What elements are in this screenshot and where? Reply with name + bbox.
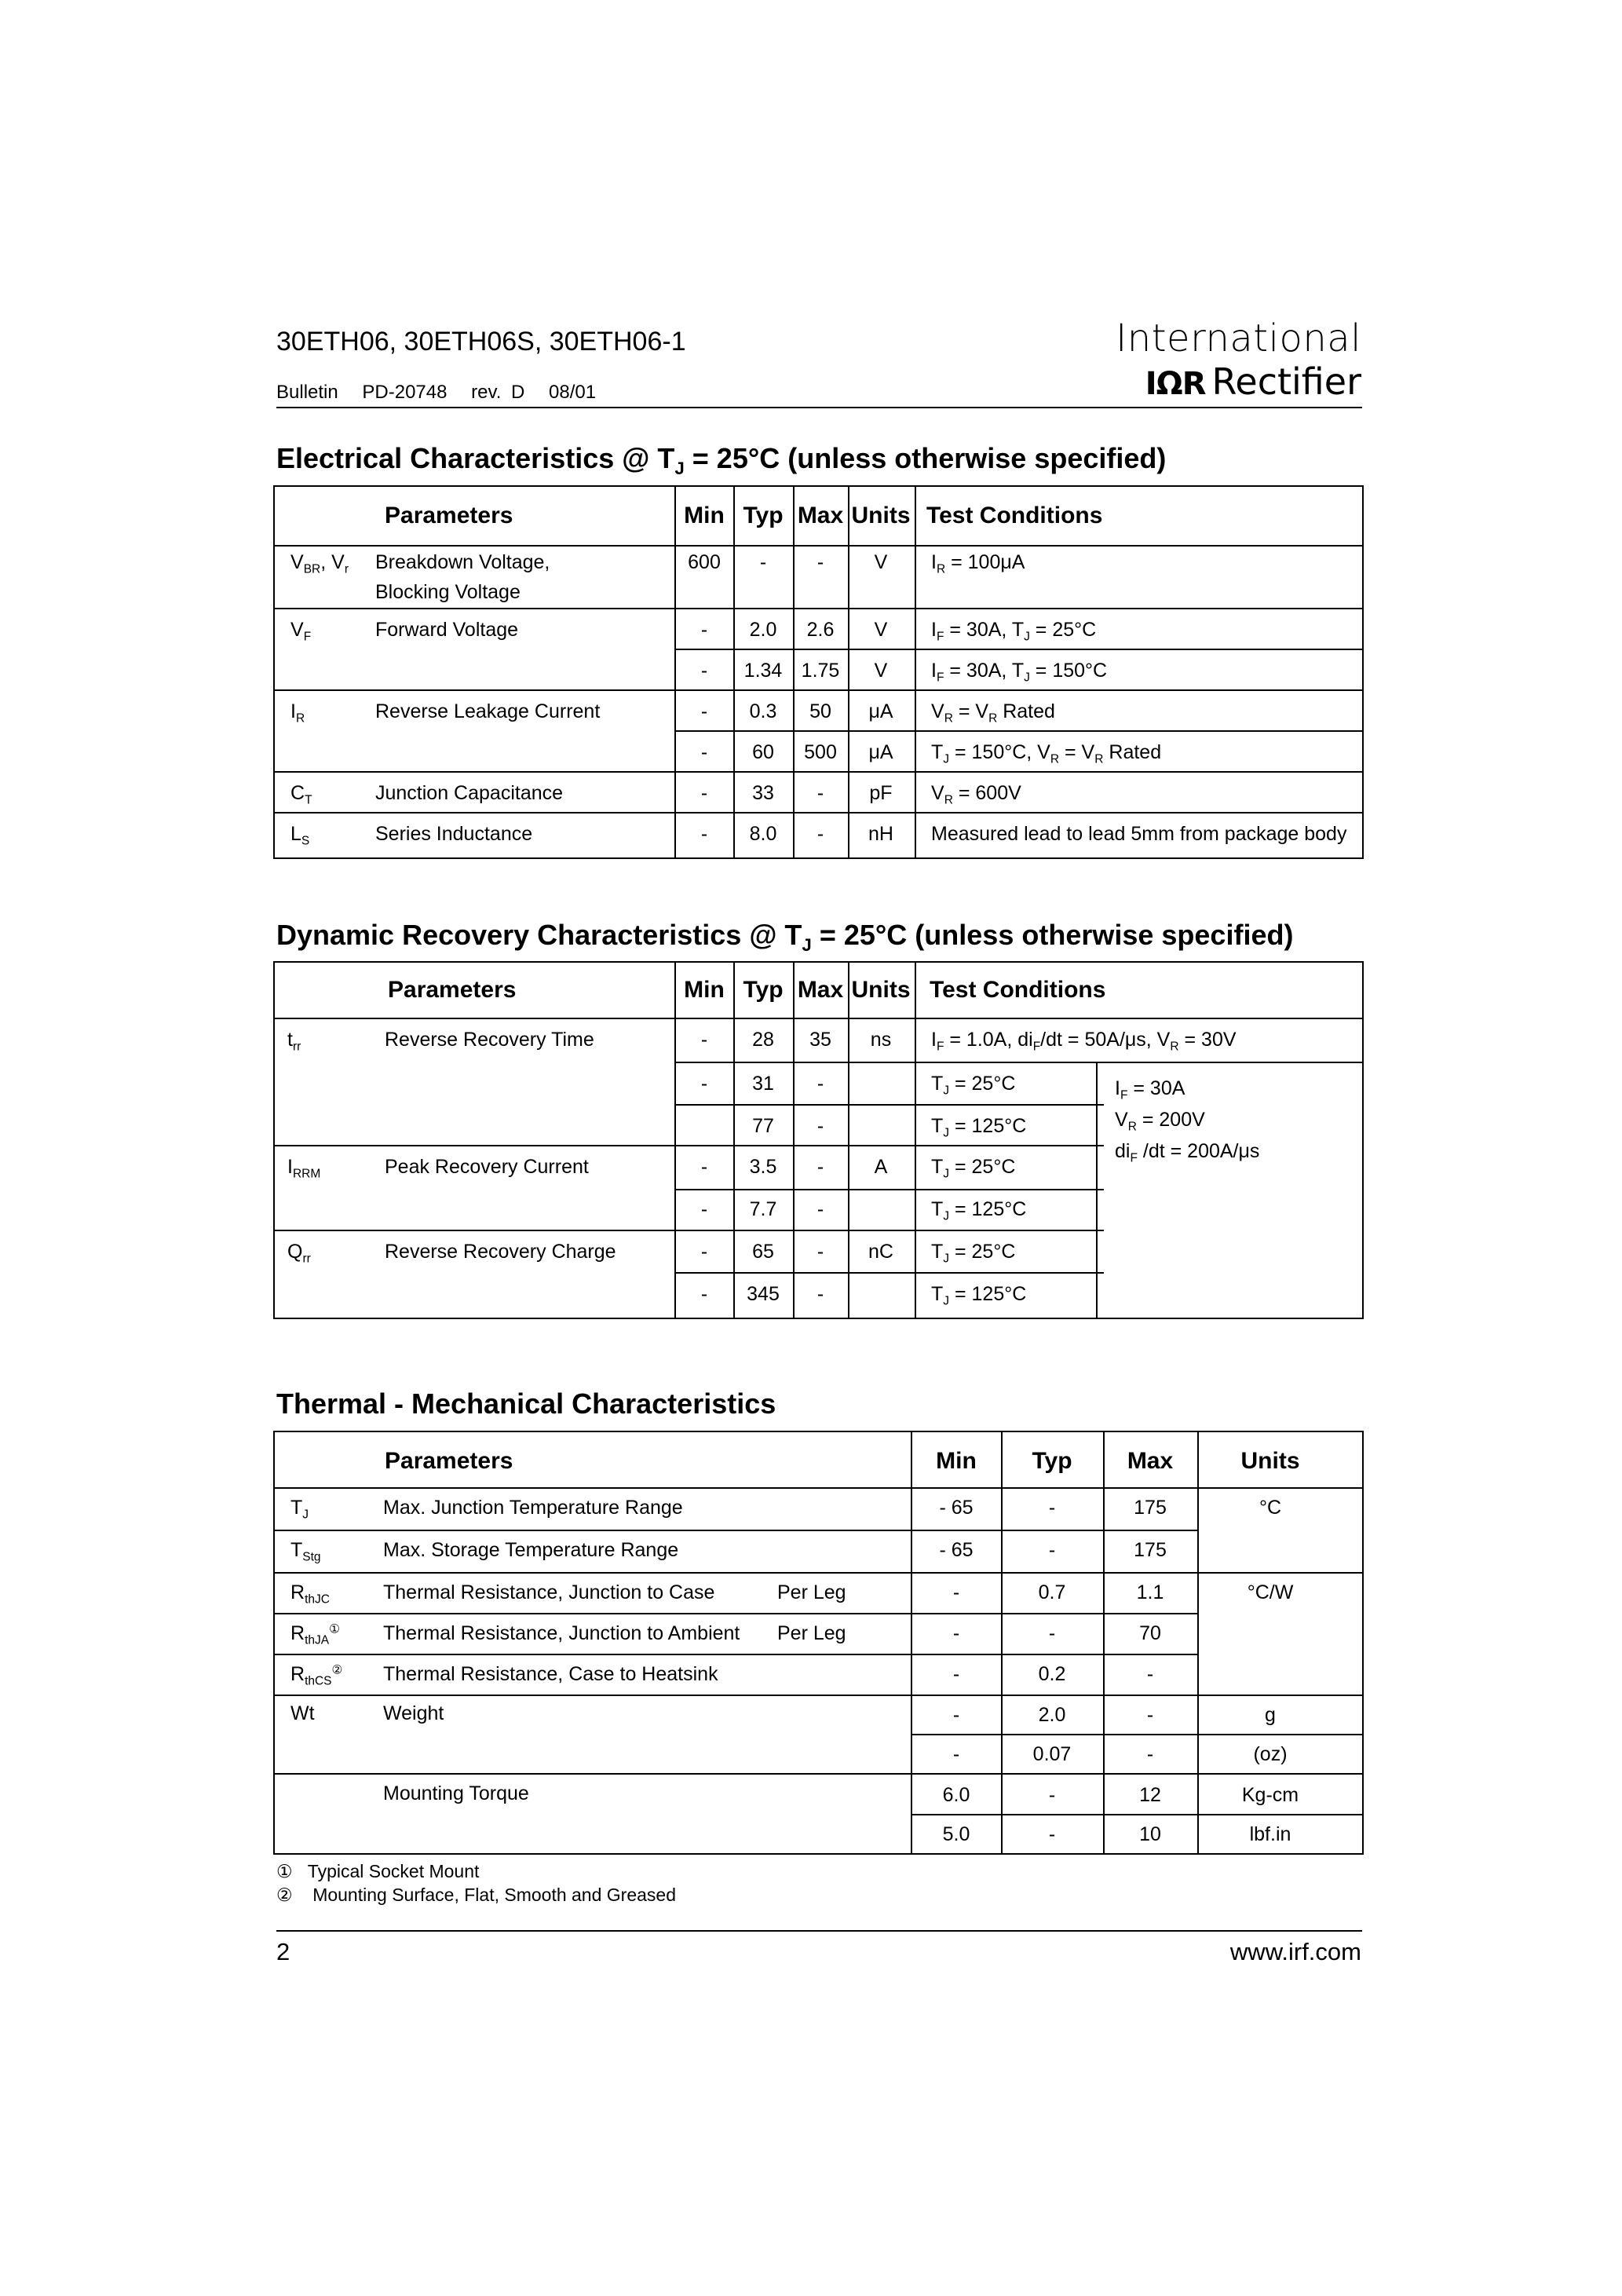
test-condition-tj125: $T_J = 125^\circ C$ (931, 1283, 1027, 1308)
unit-kg-cm: Kg-cm (1241, 1784, 1299, 1806)
part-numbers: 30ETH06, 30ETH06S, 30ETH06-1 (276, 327, 686, 356)
col-parameters: Parameters (385, 1448, 513, 1474)
side-cond-vr: $V_R = 200V$ (1115, 1109, 1205, 1134)
value-typ: - (759, 551, 767, 573)
thermal-title: Thermal - Mechanical Characteristics (276, 1387, 776, 1420)
value-max: - (816, 1198, 824, 1220)
param-reverse-leakage-current: Reverse Leakage Current (375, 700, 601, 722)
value-min: - (700, 700, 708, 722)
test-condition-tj25: $T_J = 25^\circ C$ (931, 1241, 1016, 1266)
unit-celsius: °C (1259, 1497, 1282, 1519)
param-junction-temperature: Max. Junction Temperature Range (383, 1497, 683, 1519)
param-storage-temperature: Max. Storage Temperature Range (383, 1539, 679, 1561)
logo-international: International (1116, 316, 1361, 360)
value-min: - (700, 1283, 708, 1305)
param-weight: Weight (383, 1702, 444, 1724)
col-min: Min (936, 1448, 977, 1474)
col-units: Units (851, 977, 911, 1003)
side-cond-if: $I_F = 30A$ (1115, 1077, 1185, 1102)
value-min: - (952, 1743, 960, 1765)
dynamic-title: Dynamic Recovery Characteristics @ $T_J = 25^\circ C$ (unless otherwise specified) (276, 919, 1294, 955)
value-max: - (816, 823, 824, 845)
value-min: - (700, 1198, 708, 1220)
sym-trr: $t_{rr}$ (287, 1029, 301, 1054)
param-reverse-recovery-charge: Reverse Recovery Charge (385, 1241, 616, 1263)
ir-logo (1116, 316, 1361, 404)
value-min: - (952, 1704, 960, 1726)
param-breakdown-voltage: Breakdown Voltage, (375, 551, 550, 573)
value-typ: 2.0 (1038, 1704, 1066, 1726)
value-units: V (874, 660, 888, 682)
sym-rthjc: $R_{thJC}$ (290, 1581, 330, 1607)
value-typ: - (1048, 1539, 1056, 1561)
value-typ: 2.0 (749, 619, 777, 641)
value-typ: 28 (752, 1029, 774, 1051)
footnote-mark: ① (276, 1861, 293, 1881)
value-units: nH (868, 823, 893, 845)
value-typ: 1.34 (743, 660, 783, 682)
value-typ: 33 (752, 782, 774, 804)
value-max: 35 (809, 1029, 831, 1051)
value-units: V (874, 551, 888, 573)
value-max: - (1146, 1743, 1154, 1765)
param-thermal-resistance-ja: Thermal Resistance, Junction to Ambient (383, 1622, 740, 1644)
value-max: - (816, 551, 824, 573)
col-parameters: Parameters (388, 977, 517, 1003)
value-min: - (952, 1663, 960, 1685)
value-units: μA (868, 700, 893, 722)
sym-vf: $V_F$ (290, 619, 312, 644)
col-min: Min (684, 503, 725, 528)
col-units: Units (851, 503, 911, 528)
value-max: - (816, 1115, 824, 1137)
page-number: 2 (276, 1938, 290, 1965)
test-condition: $V_R = V_R$ Rated (931, 700, 1055, 726)
value-max: - (816, 1156, 824, 1178)
value-min: - (700, 1029, 708, 1051)
value-max: 50 (809, 700, 831, 722)
value-max: - (816, 1073, 824, 1095)
value-min: - (700, 823, 708, 845)
sym-ir: $I_R$ (290, 700, 305, 726)
sym-vbr: $V_{BR}$, $V_r$ (290, 551, 349, 576)
value-max: 1.1 (1136, 1581, 1164, 1603)
sym-tstg: $T_{Stg}$ (290, 1539, 321, 1564)
logo-rectifier-word: Rectifier (1211, 360, 1361, 403)
value-max: 500 (804, 741, 837, 763)
sym-rthja: $R_{thJA}^①$ (290, 1622, 340, 1647)
value-typ: - (1048, 1622, 1056, 1644)
value-typ: 345 (747, 1283, 780, 1305)
param-peak-recovery-current: Peak Recovery Current (385, 1156, 589, 1178)
value-min: - (700, 619, 708, 641)
value-max: - (816, 782, 824, 804)
value-min: 5.0 (942, 1823, 970, 1845)
col-test-conditions: Test Conditions (930, 977, 1106, 1003)
value-min: - (700, 741, 708, 763)
col-max: Max (1127, 1448, 1174, 1474)
sym-qrr: $Q_{rr}$ (287, 1241, 311, 1266)
col-test-conditions: Test Conditions (926, 503, 1103, 528)
col-typ: Typ (743, 977, 784, 1003)
param-junction-capacitance: Junction Capacitance (375, 782, 564, 804)
param-thermal-resistance-cs: Thermal Resistance, Case to Heatsink (383, 1663, 718, 1685)
value-min: 6.0 (942, 1784, 970, 1806)
footnote-text: Mounting Surface, Flat, Smooth and Greased (312, 1885, 676, 1905)
value-typ: 3.5 (749, 1156, 777, 1178)
electrical-table (273, 485, 1364, 859)
value-min: - (952, 1622, 960, 1644)
test-condition-trr: $I_F = 1.0A$, $di_F/dt = 50A/\mu s$, $V_R = 30V$ (931, 1029, 1237, 1054)
test-condition-tj25: $T_J = 25^\circ C$ (931, 1073, 1016, 1098)
value-units: ns (870, 1029, 892, 1051)
value-units: pF (869, 782, 893, 804)
value-units: A (874, 1156, 888, 1178)
test-condition-tj125: $T_J = 125^\circ C$ (931, 1115, 1027, 1140)
thermal-table (273, 1431, 1364, 1855)
value-max: 10 (1139, 1823, 1161, 1845)
value-typ: 0.2 (1038, 1663, 1066, 1685)
test-condition: $V_R = 600V$ (931, 782, 1021, 807)
sym-wt: Wt (290, 1702, 315, 1724)
param-reverse-recovery-time: Reverse Recovery Time (385, 1029, 594, 1051)
value-max: 175 (1134, 1539, 1167, 1561)
value-min: - (700, 1241, 708, 1263)
value-min: - (952, 1581, 960, 1603)
side-cond-didt: $di_F$ /dt = 200A/μs (1115, 1140, 1260, 1165)
electrical-title: Electrical Characteristics @ $T_J = 25^\circ C$ (unless otherwise specified) (276, 442, 1167, 478)
col-typ: Typ (1032, 1448, 1072, 1474)
value-typ: 60 (752, 741, 774, 763)
bulletin-line (276, 382, 610, 404)
sym-ls: $L_S$ (290, 823, 310, 848)
value-max: 175 (1134, 1497, 1167, 1519)
footnote-mark: ② (276, 1885, 293, 1905)
value-min: - 65 (939, 1497, 974, 1519)
value-min: 600 (688, 551, 721, 573)
unit-grams: g (1265, 1704, 1276, 1726)
value-typ: 0.3 (749, 700, 777, 722)
value-max: 12 (1139, 1784, 1161, 1806)
value-max: 2.6 (806, 619, 835, 641)
value-units: nC (868, 1241, 893, 1263)
value-min: - (700, 1073, 708, 1095)
value-min: - 65 (939, 1539, 974, 1561)
value-typ: 8.0 (749, 823, 777, 845)
value-typ: 0.7 (1038, 1581, 1066, 1603)
value-max: 1.75 (801, 660, 840, 682)
col-min: Min (684, 977, 725, 1003)
value-max: - (1146, 1663, 1154, 1685)
value-max: 70 (1139, 1622, 1161, 1644)
col-parameters: Parameters (385, 503, 513, 528)
test-condition: $I_R = 100\mu A$ (931, 551, 1025, 576)
unit-lbf-in: lbf.in (1249, 1823, 1291, 1845)
bulletin-number: PD-20748 (362, 382, 448, 403)
sym-irrm: $I_{RRM}$ (287, 1156, 321, 1181)
sym-tj: $T_J$ (290, 1497, 309, 1522)
bulletin-revision: rev. D (471, 382, 525, 403)
param-series-inductance: Series Inductance (375, 823, 533, 845)
bulletin-date: 08/01 (549, 382, 597, 403)
value-max: - (816, 1241, 824, 1263)
value-min: - (700, 1156, 708, 1178)
value-typ: - (1048, 1497, 1056, 1519)
side-test-conditions (1115, 1073, 1259, 1167)
param-blocking-voltage: Blocking Voltage (375, 581, 521, 603)
unit-celsius-per-watt: °C/W (1247, 1581, 1294, 1603)
footer-rule (276, 1930, 1362, 1932)
value-units: V (874, 619, 888, 641)
param-per-leg: Per Leg (777, 1622, 846, 1644)
col-max: Max (797, 503, 844, 528)
footer-url: www.irf.com (1229, 1938, 1361, 1965)
unit-ounces: (oz) (1253, 1743, 1288, 1765)
logo-rectifier (1116, 361, 1361, 404)
param-per-leg: Per Leg (777, 1581, 846, 1603)
logo-ior-mark: IΩR (1145, 366, 1206, 402)
footnote-1 (276, 1861, 479, 1882)
value-typ: 31 (752, 1073, 774, 1095)
test-condition-tj25: $T_J = 25^\circ C$ (931, 1156, 1016, 1181)
sym-rthcs: $R_{thCS}^②$ (290, 1663, 343, 1688)
test-condition-tj125: $T_J = 125^\circ C$ (931, 1198, 1027, 1223)
col-typ: Typ (743, 503, 784, 528)
dynamic-table (273, 961, 1364, 1319)
param-thermal-resistance-jc: Thermal Resistance, Junction to Case (383, 1581, 715, 1603)
value-min: - (700, 660, 708, 682)
test-condition: $T_J = 150^\circ C$, $V_R = V_R$ Rated (931, 741, 1162, 766)
value-min: - (700, 782, 708, 804)
header-rule (276, 407, 1362, 408)
footnote-text: Typical Socket Mount (307, 1861, 480, 1881)
test-condition: Measured lead to lead 5mm from package body (931, 823, 1347, 845)
param-mounting-torque: Mounting Torque (383, 1782, 529, 1804)
value-typ: 65 (752, 1241, 774, 1263)
col-max: Max (797, 977, 844, 1003)
value-units: μA (868, 741, 893, 763)
value-max: - (816, 1283, 824, 1305)
footnote-2 (276, 1885, 676, 1906)
col-units: Units (1240, 1448, 1300, 1474)
value-typ: - (1048, 1823, 1056, 1845)
param-forward-voltage: Forward Voltage (375, 619, 519, 641)
bulletin-label: Bulletin (276, 382, 338, 403)
value-typ: 7.7 (749, 1198, 777, 1220)
value-typ: 77 (752, 1115, 774, 1137)
sym-ct: $C_T$ (290, 782, 312, 807)
value-max: - (1146, 1704, 1154, 1726)
test-condition: $I_F = 30A$, $T_J = 25^\circ C$ (931, 619, 1097, 644)
value-typ: 0.07 (1032, 1743, 1072, 1765)
value-typ: - (1048, 1784, 1056, 1806)
test-condition: $I_F = 30A$, $T_J = 150^\circ C$ (931, 660, 1108, 685)
